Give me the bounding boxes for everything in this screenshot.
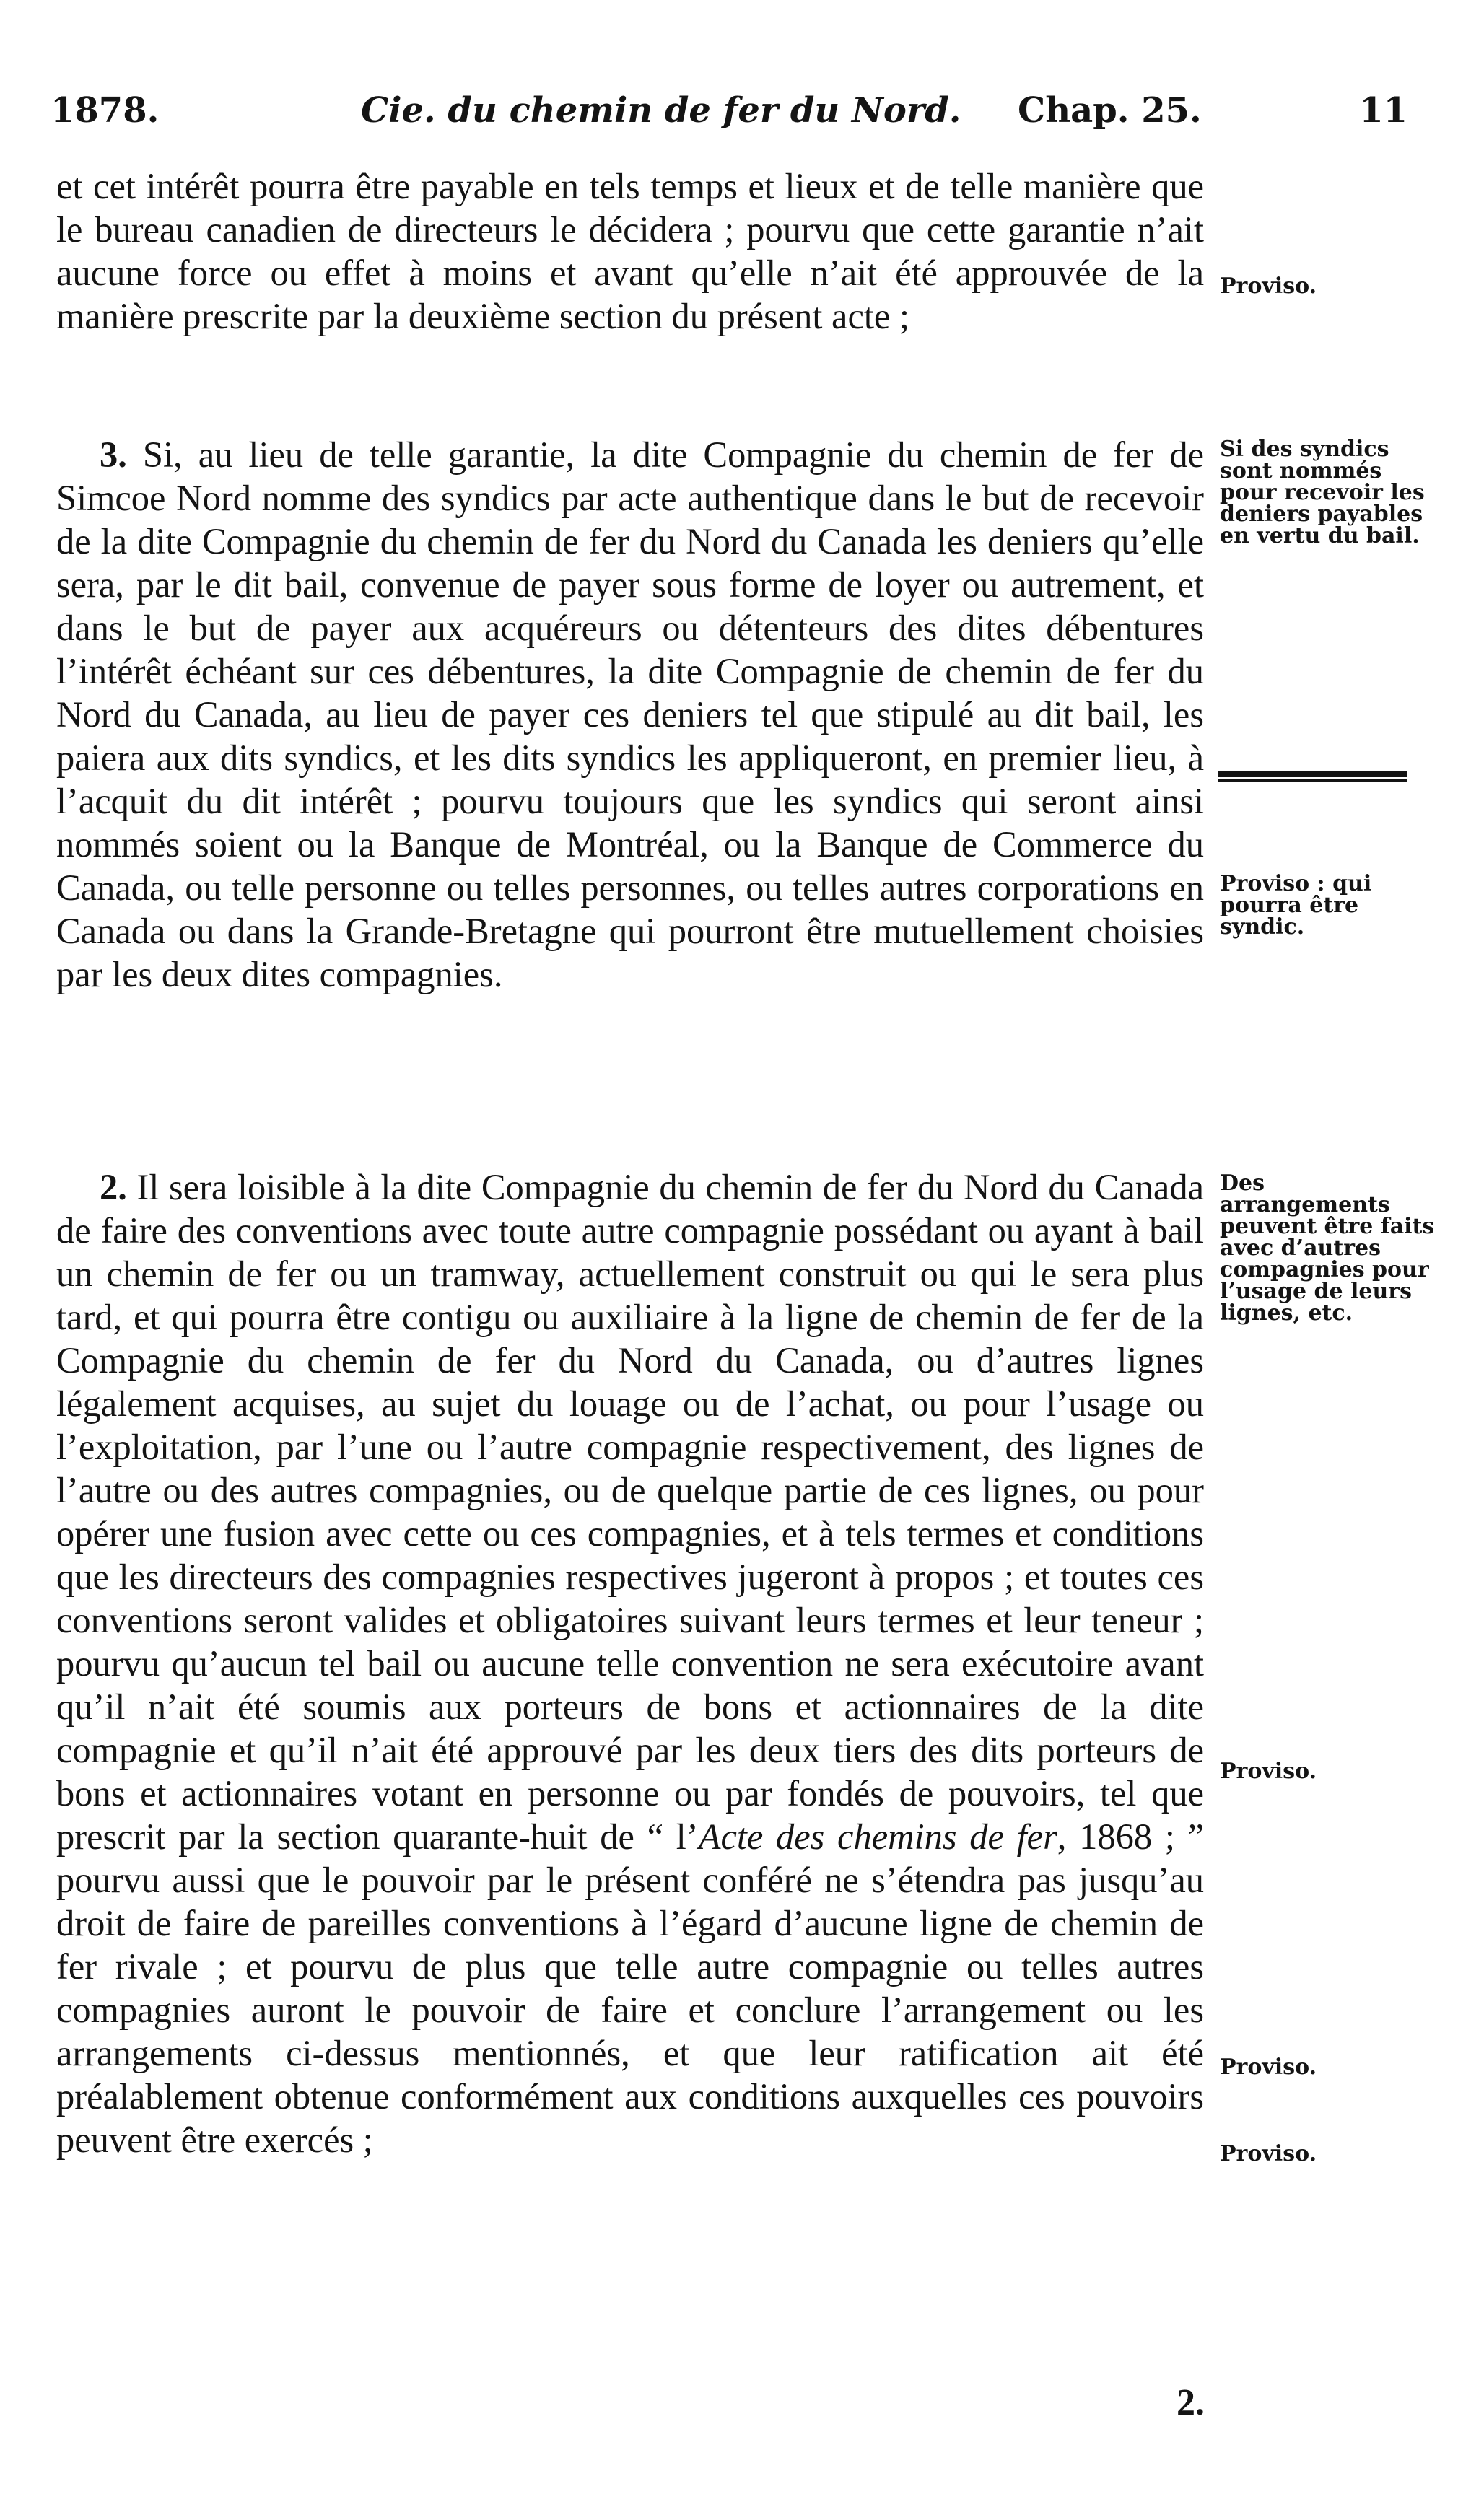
margin-note-proviso: Proviso.	[1220, 2141, 1317, 2166]
paragraph-1-text: et cet intérêt pourra être payable en tels temps et lieux et de telle manière que le bureau canadien de directeurs le décidera ; pourvu que cette garantie n’ait aucune force ou effet à moins et avant qu’elle n’ait été approuvée de la manière prescrite par la deuxième section du présent acte ;	[56, 166, 1204, 336]
paragraph-2	[56, 433, 1204, 996]
header-year: 1878.	[51, 90, 160, 131]
margin-note-trustees: Si des syndics sont nommés pour recevoir les deniers payables en vertu du bail.	[1220, 437, 1425, 548]
catchword: 2.	[1177, 2382, 1205, 2423]
act-title-reference: Acte des chemins de fer	[698, 1816, 1057, 1857]
section-3-paragraph	[56, 433, 1204, 996]
margin-note-proviso: Proviso.	[1220, 1759, 1317, 1784]
margin-note-proviso-trustee: Proviso : qui pourra être syndic.	[1220, 871, 1372, 940]
header-chapter: Chap. 25.	[1018, 90, 1202, 131]
margin-note-proviso: Proviso.	[1220, 2055, 1317, 2080]
margin-note-proviso: Proviso.	[1220, 274, 1317, 299]
section-number-3: 3.	[100, 434, 127, 475]
section-number-2: 2.	[100, 1167, 127, 1207]
page-number: 11	[1359, 90, 1407, 131]
margin-rule-thin	[1218, 779, 1407, 782]
paragraph-2-text: Si, au lieu de telle garantie, la dite Compagnie du chemin de fer de Simcoe Nord nomme des syndics par acte authentique dans le but de recevoir de la dite Compagnie du chemin de fer du Nord du Canada les deniers qu’elle sera, par le dit bail, convenue de payer sous forme de loyer ou autrement, et dans le but de payer aux acquéreurs ou détenteurs des dites débentures l’intérêt échéant sur ces débentures, la dite Compagnie de chemin de fer du Nord du Canada, au lieu de payer ces deniers tel que stipulé au dit bail, les paiera aux dits syndics, et les dits syndics les appliqueront, en premier lieu, à l’acquit du dit intérêt ; pourvu toujours que les syndics qui seront ainsi nommés soient ou la Banque de Montréal, ou la Banque de Commerce du Canada, ou telle personne ou telles personnes, ou telles autres corporations en Canada ou dans la Grande-Bretagne qui pourront être mutuellement choisies par les deux dites compagnies.	[56, 434, 1204, 994]
paragraph-3	[56, 1165, 1204, 2161]
header-title: Cie. du chemin de fer du Nord.	[361, 90, 961, 131]
margin-note-arrangements: Des arrangements peuvent être faits avec d’autres compagnies pour l’usage de leurs lignes, etc.	[1220, 1171, 1435, 1326]
running-head	[51, 85, 1407, 136]
section-2-paragraph	[56, 1165, 1204, 2161]
paragraph-3-text-b: , 1868 ; ” pourvu aussi que le pouvoir par le présent conféré ne s’étendra pas jusqu’au droit de faire de pareilles conventions à l’égard d’aucune ligne de chemin de fer rivale ; et pourvu de plus que telle autre compagnie ou telles autres compagnies auront le pouvoir de faire et conclure l’arrangement ou les arrangements ci-dessus mentionnés, et que leur ratification ait été préalablement obtenue conformément aux conditions auxquelles ces pouvoirs peuvent être exercés ;	[56, 1816, 1204, 2160]
margin-rule	[1218, 771, 1407, 777]
paragraph-3-text-a: Il sera loisible à la dite Compagnie du chemin de fer du Nord du Canada de faire des conventions avec toute autre compagnie possédant ou ayant à bail un chemin de fer ou un tramway, actuellement construit ou qui le sera plus tard, et qui pourra être contigu ou auxiliaire à la ligne de chemin de fer de la Compagnie du chemin de fer du Nord du Canada, ou d’autres lignes légalement acquises, au sujet du louage ou de l’achat, ou pour l’usage ou l’exploitation, par l’une ou l’autre compagnie respectivement, des lignes de l’autre ou des autres compagnies, ou de quelque partie de ces lignes, ou pour opérer une fusion avec cette ou ces compagnies, et à tels termes et conditions que les directeurs des compagnies respectives jugeront à propos ; et toutes ces conventions seront valides et obligatoires suivant leurs termes et leur teneur ; pourvu qu’aucun tel bail ou aucune telle convention ne sera exécutoire avant qu’il n’ait été soumis aux porteurs de bons et actionnaires de la dite compagnie et qu’il n’ait été approuvé par les deux tiers des dits porteurs de bons et actionnaires votant en personne ou par fondés de pouvoirs, tel que prescrit par la section quarante-huit de “ l’	[56, 1167, 1204, 1857]
paragraph-continuation	[56, 165, 1204, 338]
